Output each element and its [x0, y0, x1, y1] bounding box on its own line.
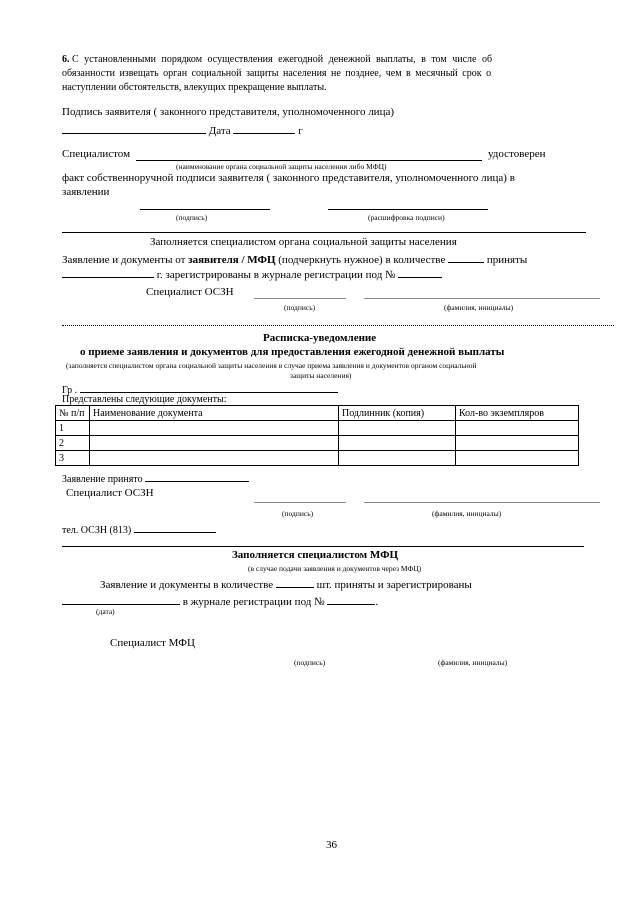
oszn-line1-d: приняты — [486, 254, 528, 266]
oszn-line2-text: г. зарегистрированы в журнале регистрации под № — [156, 269, 396, 281]
applicant-signature-label: Подпись заявителя ( законного представителя, уполномоченного лица) — [62, 106, 395, 118]
hint-signature: (подпись) — [176, 213, 208, 222]
mfc-hint-signature: (подпись) — [294, 658, 326, 667]
receipt-subtitle — [80, 346, 504, 358]
oszn-date-blank[interactable] — [62, 266, 154, 278]
oszn-line1 — [62, 251, 527, 266]
date-blank[interactable] — [233, 122, 295, 134]
oszn-quantity-blank[interactable] — [448, 251, 484, 263]
cell-copies[interactable] — [456, 436, 579, 451]
oszn-title: Заполняется специалистом органа социальной защиты населения — [150, 236, 457, 248]
phone-label: тел. ОСЗН (813) — [62, 525, 132, 536]
receipt-hint-signature: (подпись) — [282, 509, 314, 518]
mfc-note: (в случае подачи заявления и документов через МФЦ) — [248, 564, 422, 573]
cell-copies[interactable] — [456, 421, 579, 436]
certification-line1: факт собственноручной подписи заявителя ( законного представителя, уполномоченного лица) в — [62, 172, 515, 184]
mfc-specialist: Специалист МФЦ — [110, 637, 195, 649]
table-row — [56, 421, 579, 436]
cell-doc-name[interactable] — [90, 421, 339, 436]
oszn-specialist: Специалист ОСЗН — [146, 286, 234, 298]
citizen-blank[interactable] — [80, 383, 338, 393]
accepted-blank[interactable] — [145, 472, 249, 482]
accepted-line — [62, 472, 249, 485]
specialist-decoding-blank[interactable] — [328, 209, 488, 210]
mfc-line2: в журнале регистрации под № . — [62, 593, 378, 608]
mfc-line1-a: Заявление и документы в количестве — [100, 579, 274, 591]
specialist-label: Специалистом — [62, 148, 131, 160]
mfc-title — [232, 549, 398, 561]
oszn-name-blank[interactable] — [364, 298, 600, 299]
receipt-signature-blank[interactable] — [254, 502, 346, 503]
clause6-text1: С установленными порядком осуществления ежегодной денежной выплаты, в том числе об — [72, 54, 493, 65]
receipt-hint-name: (фамилия, инициалы) — [432, 509, 502, 518]
receipt-specialist: Специалист ОСЗН — [66, 487, 154, 499]
clause6-line3: наступлении обстоятельств, влекущих прекращение выплаты. — [62, 82, 327, 93]
mfc-title-text: Заполняется специалистом МФЦ — [232, 549, 399, 561]
mfc-hint-name: (фамилия, инициалы) — [438, 658, 508, 667]
oszn-register-blank[interactable] — [398, 266, 442, 278]
date-label: Дата — [208, 125, 231, 137]
oszn-line2 — [62, 266, 442, 281]
clause6-line2: обязанности извещать орган социальной защиты населения не позднее, чем в месячный срок о — [62, 68, 492, 79]
mfc-quantity-blank[interactable] — [276, 576, 314, 588]
accepted-label: Заявление принято — [62, 474, 143, 485]
certified-label: удостоверен — [488, 148, 546, 160]
cell-copies[interactable] — [456, 451, 579, 466]
header-original: Подлинник (копия) — [339, 406, 456, 421]
page-number: 36 — [326, 839, 337, 851]
row-number: 1 — [56, 421, 90, 436]
mfc-line1-b: шт. приняты и зарегистрированы — [316, 579, 472, 591]
phone-blank[interactable] — [134, 523, 216, 533]
oszn-line1-b: заявителя / МФЦ — [188, 254, 276, 266]
row-number: 3 — [56, 451, 90, 466]
specialist-signature-blank[interactable] — [140, 209, 270, 210]
oszn-hint-signature: (подпись) — [284, 303, 316, 312]
receipt-name-blank[interactable] — [364, 502, 600, 503]
table-header-row — [56, 406, 579, 421]
table-row — [56, 436, 579, 451]
receipt-note2: защиты населения) — [290, 371, 352, 380]
mfc-register-blank[interactable] — [327, 593, 375, 605]
header-num: № п/п — [56, 406, 90, 421]
oszn-line1-c: (подчеркнуть нужное) в количестве — [278, 254, 446, 266]
receipt-title-text: Расписка-уведомление — [263, 332, 377, 344]
clause6-line1 — [62, 54, 492, 65]
oszn-line1-a: Заявление и документы от — [62, 254, 186, 266]
signature-blank[interactable] — [62, 122, 206, 134]
oszn-hint-name: (фамилия, инициалы) — [444, 303, 514, 312]
receipt-note1: (заполняется специалистом органа социальной защиты населения в случае приема заявления и документов органом социальной — [66, 361, 477, 370]
documents-table — [55, 405, 579, 466]
phone-line — [62, 523, 216, 536]
row-number: 2 — [56, 436, 90, 451]
section-divider-2 — [62, 546, 584, 547]
cell-original[interactable] — [339, 451, 456, 466]
organ-hint: (наименование органа социальной защиты населения либо МФЦ) — [176, 162, 387, 171]
cell-original[interactable] — [339, 436, 456, 451]
cell-original[interactable] — [339, 421, 456, 436]
mfc-line2-text: в журнале регистрации под № — [182, 596, 325, 608]
header-copies: Кол-во экземпляров — [456, 406, 579, 421]
mfc-date-blank[interactable] — [62, 593, 180, 605]
specialist-organ-blank[interactable] — [136, 160, 482, 161]
hint-decoding: (расшифровка подписи) — [368, 213, 445, 222]
cut-line — [62, 325, 614, 326]
cell-doc-name[interactable] — [90, 436, 339, 451]
certification-line2: заявлении — [62, 186, 110, 198]
cell-doc-name[interactable] — [90, 451, 339, 466]
applicant-signature-line — [62, 122, 303, 137]
citizen-label: Гр . — [62, 385, 78, 396]
receipt-title — [263, 332, 376, 344]
mfc-line1 — [100, 576, 472, 591]
presented-label: Представлены следующие документы: — [62, 394, 227, 405]
clause6-number: 6. — [62, 54, 70, 65]
table-row — [56, 451, 579, 466]
header-doc-name: Наименование документа — [90, 406, 339, 421]
year-suffix: г — [298, 125, 303, 137]
section-divider-1 — [62, 232, 586, 233]
receipt-subtitle-text: о приеме заявления и документов для предоставления ежегодной денежной выплаты — [80, 346, 505, 358]
oszn-signature-blank[interactable] — [254, 298, 346, 299]
mfc-hint-date: (дата) — [96, 607, 115, 616]
